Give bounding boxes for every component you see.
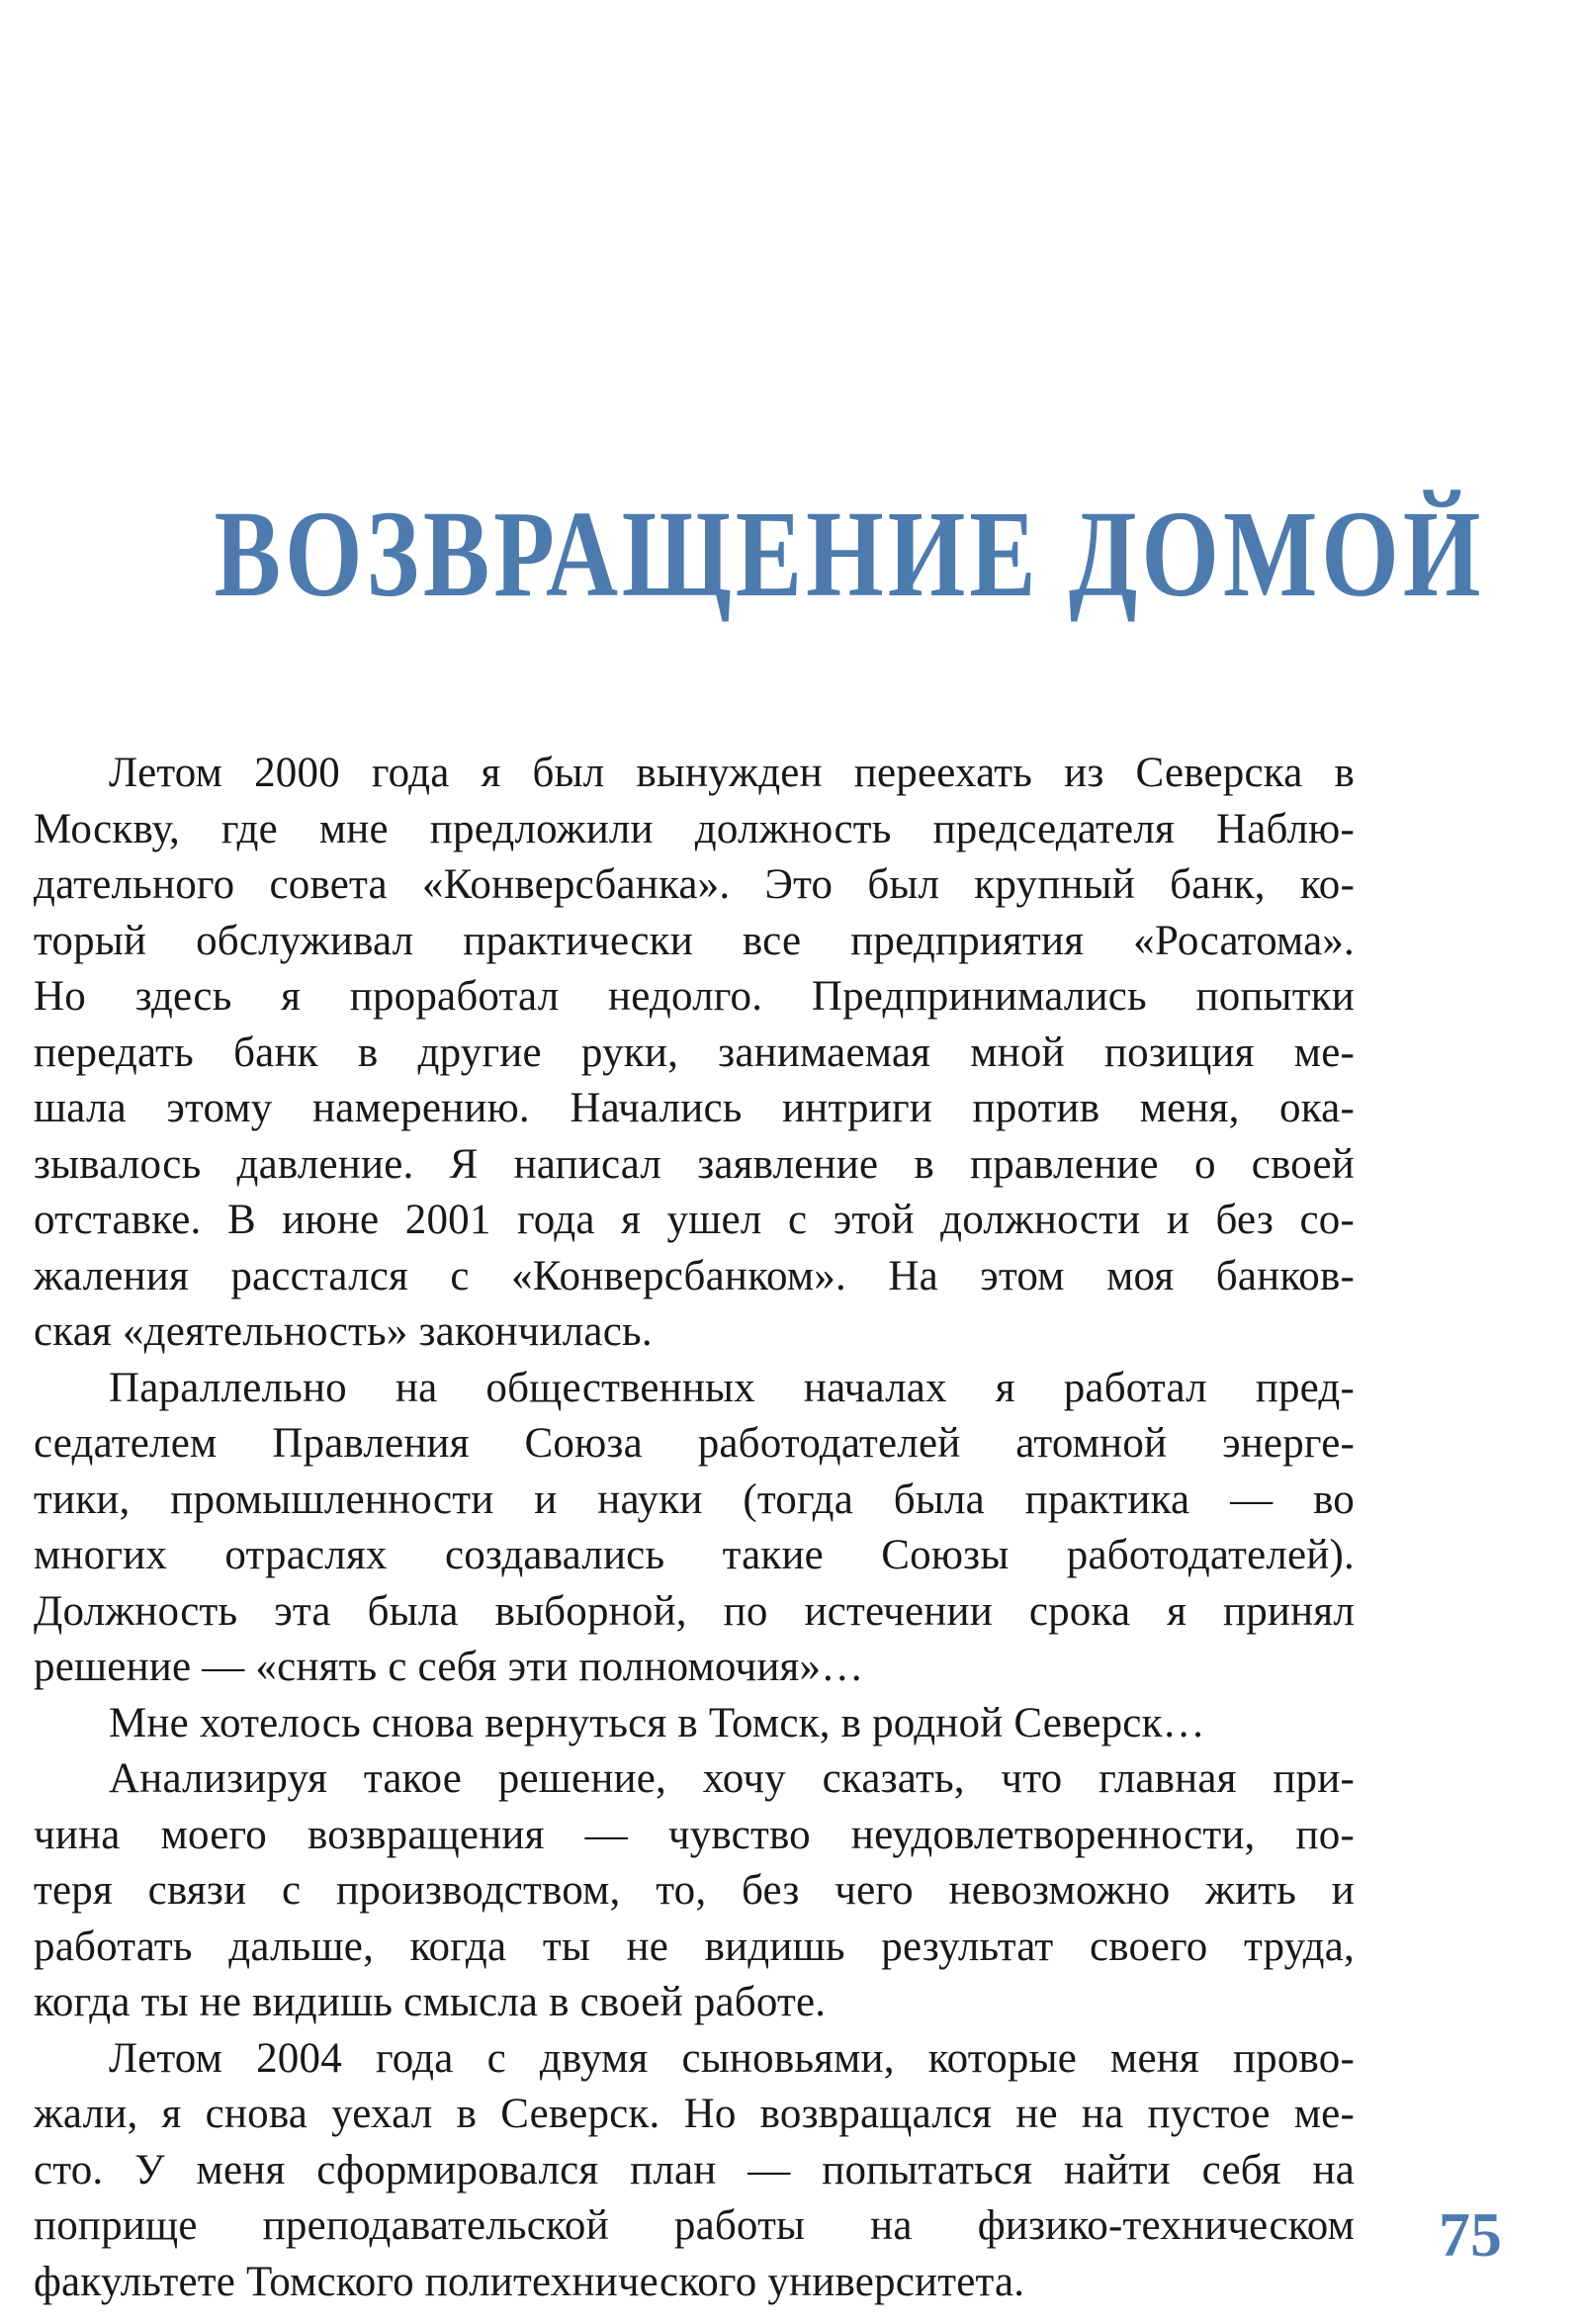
- text-line: зывалось давление. Я написал заявление в правление о своей: [34, 1140, 1355, 1188]
- text-line: поприще преподавательской работы на физико-техническом: [34, 2202, 1355, 2249]
- text-line: Москву, где мне предложили должность председателя Наблю-: [34, 805, 1355, 852]
- text-line: шала этому намерению. Начались интриги против меня, ока-: [34, 1085, 1355, 1131]
- text-line: Летом 2004 года с двумя сыновьями, которые меня прово-: [109, 2034, 1355, 2082]
- text-line: чина моего возвращения — чувство неудовлетворенности, по-: [34, 1811, 1355, 1858]
- text-line: сто. У меня сформировался план — попытаться найти себя на: [34, 2146, 1355, 2193]
- text-line: жали, я снова уехал в Северск. Но возвращался не на пустое ме-: [34, 2091, 1355, 2137]
- text-line: Мне хотелось снова вернуться в Томск, в родной Северск…: [109, 1699, 1205, 1746]
- text-line: Анализируя такое решение, хочу сказать, что главная при-: [109, 1755, 1355, 1802]
- text-line: Параллельно на общественных началах я работал пред-: [109, 1364, 1355, 1411]
- page-number: 75: [1439, 2199, 1502, 2270]
- paragraph: [34, 1696, 1355, 1752]
- text-line: многих отраслях создавались такие Союзы работодателей).: [34, 1532, 1355, 1578]
- text-line: передать банк в другие руки, занимаемая мной позиция ме-: [34, 1028, 1355, 1076]
- text-line: отставке. В июне 2001 года я ушел с этой должности и без со-: [34, 1197, 1355, 1243]
- text-line: Но здесь я проработал недолго. Предпринимались попытки: [34, 973, 1355, 1020]
- text-line: теря связи с производством, то, без чего невозможно жить и: [34, 1867, 1355, 1914]
- paragraph: [34, 1751, 1355, 2031]
- text-line: торый обслуживал практически все предприятия «Росатома».: [34, 917, 1355, 964]
- paragraph: [34, 1361, 1355, 1696]
- text-line: седателем Правления Союза работодателей атомной энерге-: [34, 1420, 1355, 1467]
- text-line: работать дальше, когда ты не видишь результат своего труда,: [34, 1922, 1355, 1970]
- paragraph: [34, 746, 1355, 1361]
- text-line: жаления расстался с «Конверсбанком». На этом моя банков-: [34, 1252, 1355, 1299]
- text-line: ская «деятельность» закончилась.: [34, 1308, 653, 1355]
- text-line: Должность эта была выборной, по истечении срока я принял: [34, 1587, 1355, 1635]
- paragraph: [34, 2031, 1355, 2311]
- text-line: решение — «снять с себя эти полномочия»…: [34, 1644, 864, 1690]
- text-line: дательного совета «Конверсбанка». Это был крупный банк, ко-: [34, 861, 1355, 908]
- text-line: когда ты не видишь смысла в своей работе.: [34, 1979, 827, 2025]
- chapter-title: ВОЗВРАЩЕНИЕ ДОМОЙ: [214, 485, 1485, 623]
- text-line: Летом 2000 года я был вынужден переехать из Северска в: [109, 750, 1355, 796]
- text-line: факультете Томского политехнического университета.: [34, 2258, 1025, 2305]
- text-line: тики, промышленности и науки (тогда была практика — во: [34, 1475, 1355, 1523]
- body-text: [34, 746, 1355, 2310]
